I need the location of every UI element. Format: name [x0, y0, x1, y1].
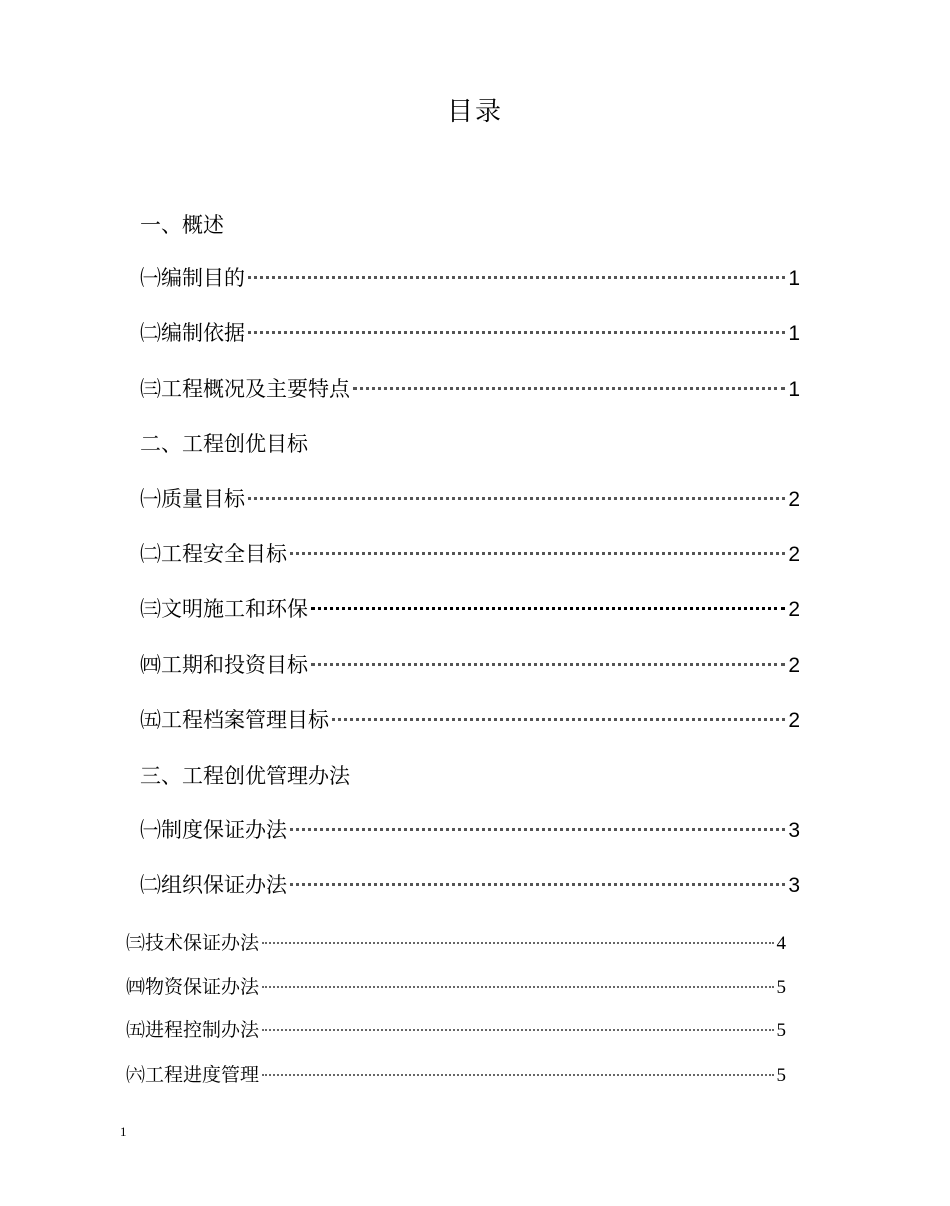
toc-entry-label: ㈡组织保证办法: [140, 873, 287, 897]
toc-entry-label: ㈡编制依据: [140, 321, 245, 345]
toc-entry[interactable]: [126, 1061, 786, 1090]
toc-entry-label: ㈣物资保证办法: [126, 976, 260, 998]
dot-leader: [262, 942, 773, 944]
dot-leader: [248, 497, 785, 500]
section-heading-goals: 二、工程创优目标: [140, 432, 308, 456]
toc-entry-label: ㈢文明施工和环保: [140, 597, 308, 621]
toc-entry-label: ㈢工程概况及主要特点: [140, 377, 350, 401]
toc-entry-page: 2: [788, 598, 800, 621]
toc-entry[interactable]: [140, 594, 800, 625]
toc-entry-page: 2: [788, 654, 800, 677]
toc-entry[interactable]: [140, 705, 800, 736]
dot-leader: [290, 883, 785, 886]
toc-entry[interactable]: [126, 929, 786, 958]
footer-page-number: 1: [120, 1124, 127, 1139]
toc-entry-page: 1: [788, 267, 800, 290]
toc-entry-page: 1: [788, 322, 800, 345]
toc-entry-page: 3: [788, 819, 800, 842]
toc-entry[interactable]: [140, 318, 800, 349]
dot-leader: [262, 986, 773, 988]
toc-entry-page: 2: [788, 543, 800, 566]
toc-entry[interactable]: [140, 870, 800, 901]
toc-entry-label: ㈤进程控制办法: [126, 1019, 260, 1041]
toc-entry-label: ㈣工期和投资目标: [140, 653, 308, 677]
toc-entry[interactable]: [140, 650, 800, 681]
dot-leader: [262, 1074, 773, 1076]
section-heading-management: 三、工程创优管理办法: [140, 764, 350, 788]
toc-entry-label: ㈠编制目的: [140, 266, 245, 290]
toc-entry[interactable]: [140, 374, 800, 405]
toc-entry-label: ㈠制度保证办法: [140, 818, 287, 842]
dot-leader: [290, 552, 785, 555]
toc-entry-label: ㈡工程安全目标: [140, 542, 287, 566]
toc-entry-page: 1: [788, 378, 800, 401]
toc-entry[interactable]: [126, 973, 786, 1002]
toc-entry-label: ㈥工程进度管理: [126, 1064, 260, 1086]
toc-entry[interactable]: [140, 484, 800, 515]
toc-entry[interactable]: [140, 539, 800, 570]
dot-leader: [262, 1029, 773, 1031]
dot-leader: [248, 276, 785, 279]
toc-entry-page: 5: [776, 1065, 786, 1086]
toc-entry-label: ㈠质量目标: [140, 487, 245, 511]
toc-entry[interactable]: [140, 263, 800, 294]
toc-entry-page: 5: [776, 977, 786, 998]
page-title: 目录: [446, 97, 503, 127]
toc-entry[interactable]: [126, 1016, 786, 1045]
toc-entry-page: 4: [776, 933, 786, 954]
toc-entry-page: 5: [776, 1020, 786, 1041]
toc-entry-page: 2: [788, 709, 800, 732]
toc-entry-label: ㈢技术保证办法: [126, 932, 260, 954]
dot-leader: [332, 718, 785, 721]
dot-leader: [311, 607, 785, 610]
section-heading-overview: 一、概述: [140, 213, 224, 237]
toc-entry-page: 3: [788, 874, 800, 897]
dot-leader: [248, 331, 785, 334]
dot-leader: [353, 387, 785, 390]
toc-entry[interactable]: [140, 815, 800, 846]
toc-entry-label: ㈤工程档案管理目标: [140, 708, 329, 732]
toc-entry-page: 2: [788, 488, 800, 511]
dot-leader: [290, 828, 785, 831]
dot-leader: [311, 663, 785, 666]
